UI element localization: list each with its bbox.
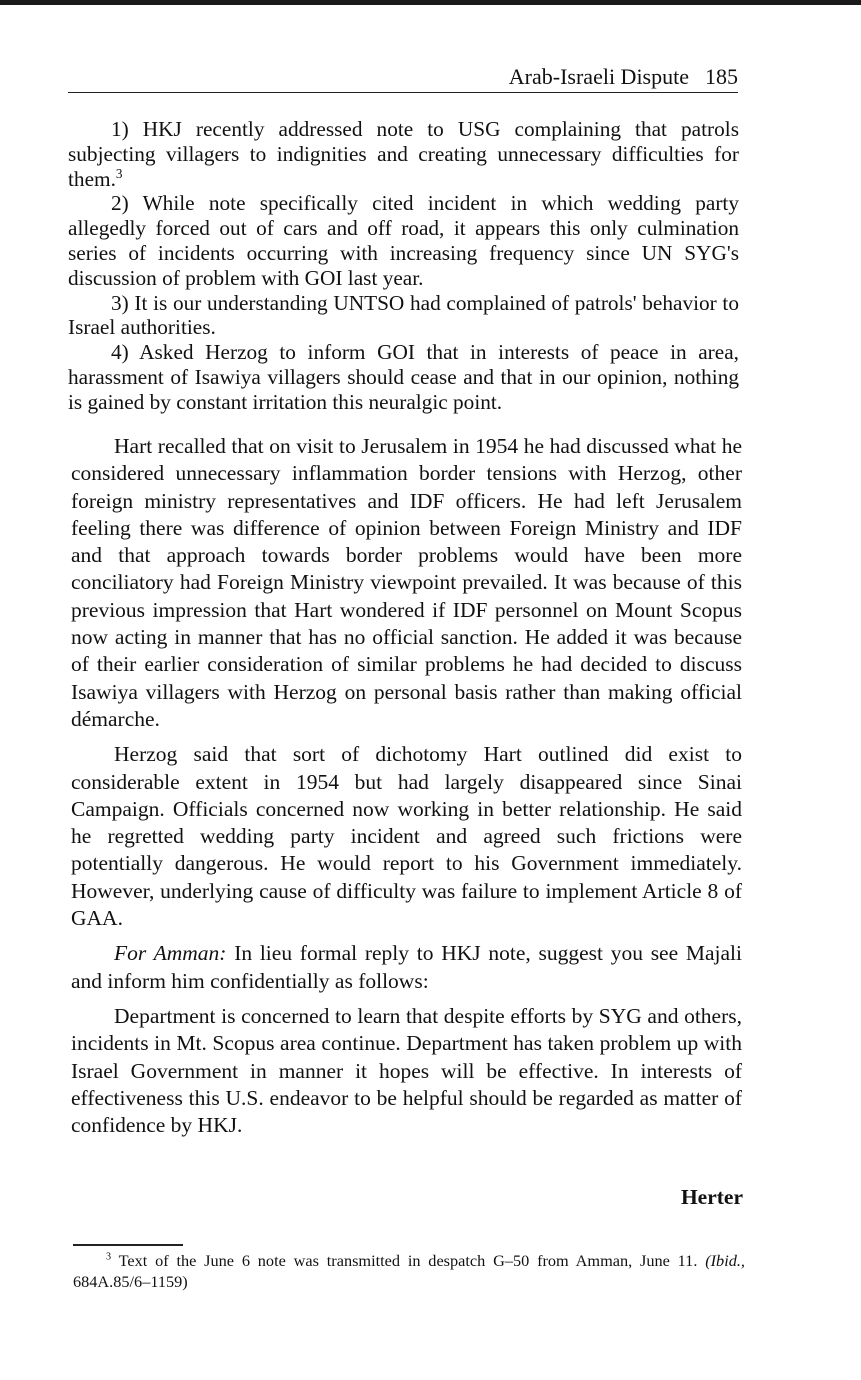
page-top-border [0, 0, 861, 5]
footnote-rule [73, 1244, 183, 1246]
footnote-marker: 3 [106, 1251, 112, 1263]
list-item [68, 291, 739, 341]
footnote [73, 1250, 745, 1292]
paragraph-herzog: Herzog said that sort of dichotomy Hart outlined did exist to considerable extent in 1954 but had largely disappeared since Sinai Campaign. Officials concerned now working in better relationship. He said he regretted wedding party incident and agreed such frictions were potentially dangerous. He would report to his Government immediately. However, underlying cause of difficulty was failure to implement Article 8 of GAA. [71, 742, 742, 931]
paragraph-department: Department is concerned to learn that despite efforts by SYG and others, incidents in Mt. Scopus area continue. Department has taken problem up with Israel Government in manner it hopes will be effective. In interests of effectiveness this U.S. endeavor to be helpful should be regarded as matter of confidence by HKJ. [71, 1003, 742, 1138]
list-item-text: 1) HKJ recently addressed note to USG complaining that patrols subjecting villagers to indignities and creating unnecessary difficulties for them. [68, 117, 739, 191]
body-text [71, 433, 742, 1147]
list-item-text: 3) It is our understanding UNTSO had complained of patrols' behavior to Israel authorities. [68, 290, 739, 340]
signature: Herter [680, 1185, 743, 1209]
footnote-text: Text of the June 6 note was transmitted in despatch G–50 from Amman, June 11. [118, 1251, 698, 1270]
footnote-source: 684A.85/6–1159) [73, 1272, 188, 1291]
list-item [68, 191, 739, 290]
numbered-points [68, 117, 739, 415]
list-item [68, 117, 739, 191]
footnote-source-italic: (Ibid., [705, 1251, 746, 1270]
amman-text: In lieu formal reply to HKJ note, suggest you see Majali and inform him confidentially as follows: [71, 941, 742, 993]
footnote-reference: 3 [115, 165, 123, 181]
list-item-text: 2) While note specifically cited incident in which wedding party allegedly forced out of cars and off road, it appears this only culmination series of incidents occurring with increasing frequency since UN SYG's discussion of problem with GOI last year. [68, 191, 739, 290]
list-item-text: 4) Asked Herzog to inform GOI that in interests of peace in area, harassment of Isawiya villagers should cease and that in our opinion, nothing is gained by constant irritation this neuralgic point. [68, 340, 739, 414]
paragraph-for-amman [71, 940, 742, 995]
running-title: Arab-Israeli Dispute [508, 64, 689, 89]
amman-label: For Amman: [114, 941, 227, 966]
paragraph-hart: Hart recalled that on visit to Jerusalem in 1954 he had discussed what he considered unnecessary inflammation border tensions with Herzog, other foreign ministry representatives and IDF officers. He had left Jerusalem feeling there was difference of opinion between Foreign Ministry and IDF and that approach towards border problems would have been more conciliatory had Foreign Ministry viewpoint prevailed. It was because of this previous impression that Hart wondered if IDF personnel on Mount Scopus now acting in manner that has no official sanction. He added it was because of their earlier consideration of similar problems he had decided to discuss Isawiya villagers with Herzog on personal basis rather than making official démarche. [71, 434, 742, 731]
list-item [68, 340, 739, 414]
running-head [68, 62, 738, 93]
page-number: 185 [705, 64, 738, 89]
